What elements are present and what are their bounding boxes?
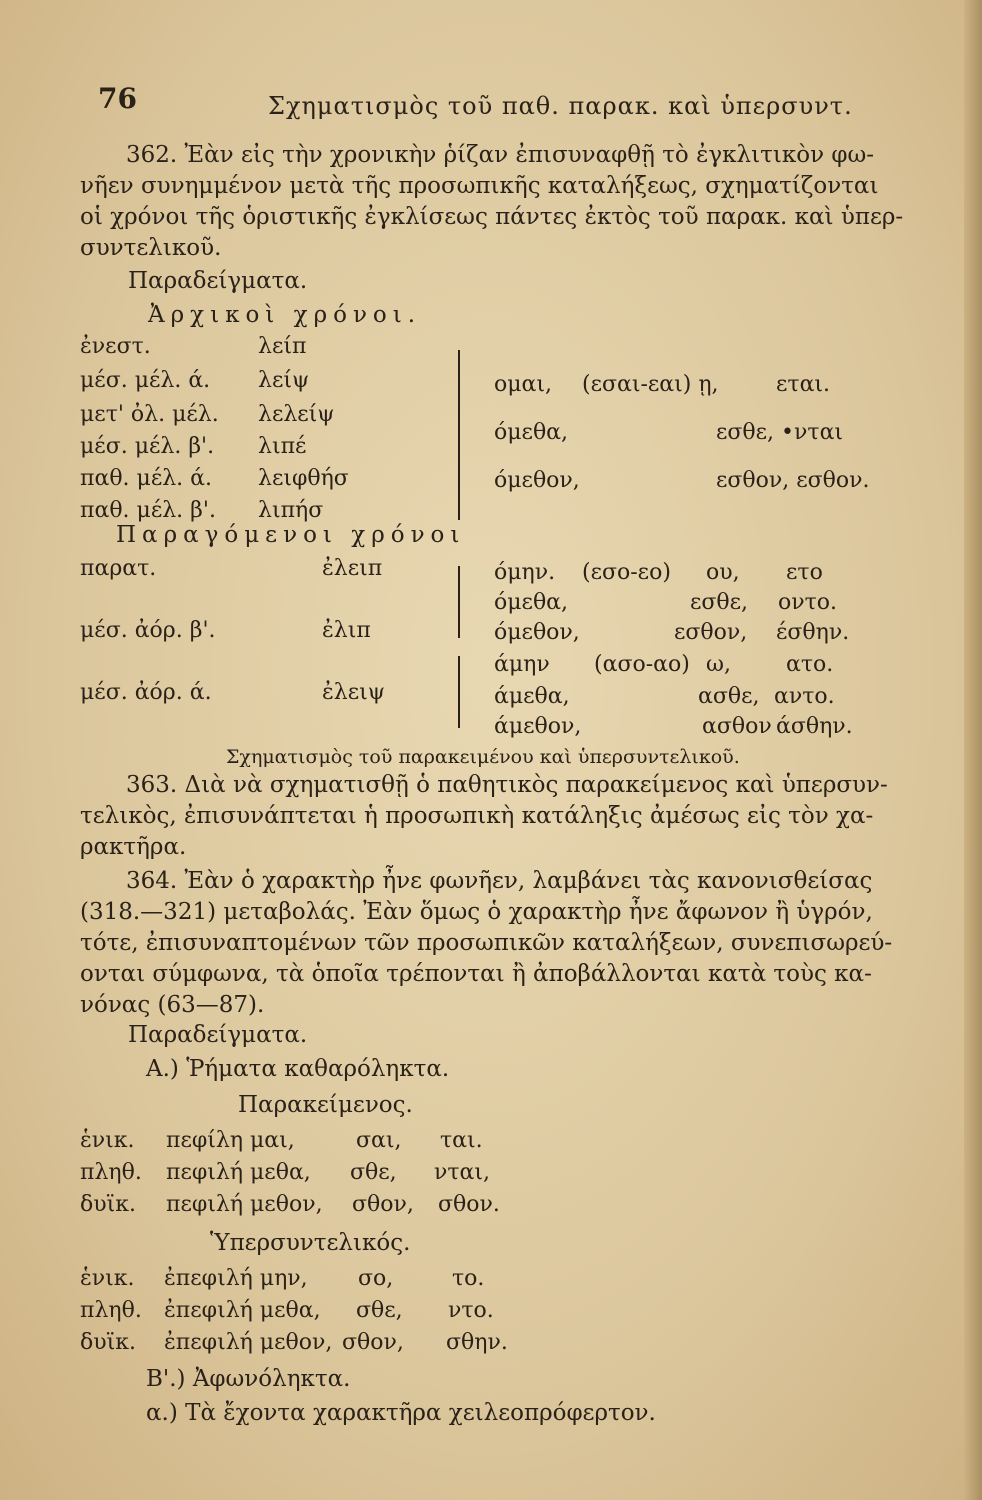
- tense-label: ἐνεστ.: [80, 334, 151, 359]
- verb-ending: σθην.: [446, 1330, 508, 1355]
- tense-stem: λελείψ: [258, 402, 335, 427]
- brace: [458, 350, 460, 520]
- ending: αντο.: [774, 684, 835, 709]
- tense-stem: λειφθήσ: [258, 466, 349, 491]
- tense-label: μέσ. ἀόρ. ά.: [80, 680, 212, 705]
- number-label: πληθ.: [80, 1298, 142, 1323]
- tense-label: παρατ.: [80, 556, 157, 581]
- verb-ending: σθον.: [438, 1192, 500, 1217]
- tense-stem: ἐλιπ: [322, 618, 371, 643]
- ending: ομαι,: [494, 372, 553, 397]
- number-label: δυϊκ.: [80, 1192, 136, 1217]
- ending: όμεθον,: [494, 620, 580, 645]
- ending: ου,: [706, 560, 740, 585]
- ending: όμην.: [494, 560, 556, 585]
- tense-stem: λείπ: [258, 334, 307, 359]
- brace: [458, 656, 460, 728]
- ending: εσθε,: [690, 590, 749, 615]
- text-line: 362. Ἐὰν εἰς τὴν χρονικὴν ῥίζαν ἐπισυναφθῇ τὸ ἐγκλιτικὸν φω-: [126, 142, 875, 168]
- text-line: οἱ χρόνοι τῆς ὁριστικῆς ἐγκλίσεως πάντες ἐκτὸς τοῦ παρακ. καὶ ὑπερ-: [80, 204, 904, 230]
- number-label: ἑνικ.: [80, 1266, 135, 1291]
- ending: ασθε,: [698, 684, 760, 709]
- verb-form: ἐπεφιλή μεθα,: [164, 1298, 321, 1323]
- number-label: πληθ.: [80, 1160, 142, 1185]
- ending: όμεθον,: [494, 468, 580, 493]
- ending: οντο.: [778, 590, 838, 615]
- running-header: Σχηματισμὸς τοῦ παθ. παρακ. καὶ ὑπερσυντ.: [268, 92, 853, 120]
- primary-tenses-heading: Ἀρχικοὶ χρόνοι.: [148, 302, 422, 328]
- ending: ατο.: [786, 652, 834, 677]
- verb-form: πεφίλη μαι,: [166, 1128, 295, 1153]
- text-line: 364. Ἐὰν ὁ χαρακτὴρ ἦνε φωνῆεν, λαμβάνει τὰς κανονισθείσας: [126, 868, 873, 894]
- examples-heading: Παραδείγματα.: [128, 1022, 308, 1048]
- section-b-heading: Β'.) Ἀφωνόληκτα.: [146, 1366, 351, 1392]
- number-label: δυϊκ.: [80, 1330, 136, 1355]
- paragraph-362: [80, 140, 902, 264]
- text-line: τότε, ἐπισυναπτομένων τῶν προσωπικῶν καταλήξεων, συνεπισωρεύ-: [80, 930, 893, 956]
- text-line: ρακτῆρα.: [80, 834, 187, 860]
- ending: όμεθα,: [494, 590, 569, 615]
- verb-ending: σθε,: [350, 1160, 397, 1185]
- ending: ετο: [786, 560, 823, 585]
- verb-ending: σθον,: [352, 1192, 414, 1217]
- ending: άσθην.: [776, 714, 853, 739]
- tense-stem: ἐλειψ: [322, 680, 386, 705]
- perfect-heading: Παρακείμενος.: [238, 1092, 413, 1118]
- ending: (ασο-αο): [594, 652, 690, 677]
- text-line: τελικὸς, ἐπισυνάπτεται ἡ προσωπικὴ κατάληξις ἀμέσως εἰς τὸν χα-: [80, 803, 874, 829]
- verb-form: πεφιλή μεθον,: [166, 1192, 323, 1217]
- subsection-a-heading: α.) Τὰ ἔχοντα χαρακτῆρα χειλεοπρόφερτον.: [146, 1400, 656, 1426]
- ending: εσθον,: [674, 620, 748, 645]
- verb-ending: σαι,: [356, 1128, 402, 1153]
- text-line: 363. Διὰ νὰ σχηματισθῇ ὁ παθητικὸς παρακείμενος καὶ ὑπερσυν-: [126, 772, 888, 798]
- tense-stem: λείψ: [258, 368, 310, 393]
- verb-ending: ντο.: [448, 1298, 494, 1323]
- tense-label: παθ. μέλ. β'.: [80, 498, 216, 523]
- verb-ending: το.: [452, 1266, 485, 1291]
- brace: [458, 566, 460, 638]
- ending: εσθον, εσθον.: [716, 468, 870, 493]
- paragraph-364: [80, 866, 902, 1021]
- text-line: νόνας (63—87).: [80, 992, 265, 1018]
- page-edge: [964, 0, 982, 1500]
- ending: εται.: [776, 372, 831, 397]
- verb-ending: νται,: [434, 1160, 491, 1185]
- page-number: 76: [98, 82, 137, 115]
- verb-ending: σο,: [358, 1266, 394, 1291]
- examples-heading: Παραδείγματα.: [128, 268, 308, 294]
- ending: ασθον: [702, 714, 772, 739]
- pluperfect-heading: Ὑπερσυντελικός.: [210, 1230, 411, 1256]
- ending: άμεθα,: [494, 684, 570, 709]
- tense-label: μέσ. ἀόρ. β'.: [80, 618, 216, 643]
- text-line: (318.—321) μεταβολάς. Ἐὰν ὅμως ὁ χαρακτὴρ ἦνε ἄφωνον ἢ ὑγρόν,: [80, 899, 873, 925]
- verb-ending: σθον,: [342, 1330, 404, 1355]
- ending: άμην: [494, 652, 550, 677]
- ending: (εσαι-εαι) ῃ,: [582, 372, 719, 397]
- verb-ending: σθε,: [356, 1298, 403, 1323]
- ending: (εσο-εο): [582, 560, 671, 585]
- ending: εσθε, •νται: [716, 420, 844, 445]
- ending: όμεθα,: [494, 420, 569, 445]
- derived-tenses-heading: Παραγόμενοι χρόνοι: [116, 522, 466, 548]
- verb-form: ἐπεφιλή μεθον,: [164, 1330, 333, 1355]
- text-line: συντελικοῦ.: [80, 235, 222, 261]
- tense-label: παθ. μέλ. ά.: [80, 466, 213, 491]
- ending: ω,: [706, 652, 731, 677]
- number-label: ἑνικ.: [80, 1128, 135, 1153]
- text-line: ονται σύμφωνα, τὰ ὁποῖα τρέπονται ἢ ἀποβάλλονται κατὰ τοὺς κα-: [80, 961, 872, 987]
- tense-stem: λιπέ: [258, 434, 307, 459]
- verb-form: ἐπεφιλή μην,: [164, 1266, 308, 1291]
- tense-label: μέσ. μέλ. β'.: [80, 434, 215, 459]
- paragraph-363: [80, 770, 902, 863]
- verb-ending: ται.: [440, 1128, 483, 1153]
- ending: άμεθον,: [494, 714, 582, 739]
- section-a-heading: Α.) Ῥήματα καθαρόληκτα.: [146, 1056, 450, 1082]
- tense-label: μετ' ὀλ. μέλ.: [80, 402, 219, 427]
- tense-stem: λιπήσ: [258, 498, 324, 523]
- ending: έσθην.: [776, 620, 850, 645]
- tense-label: μέσ. μέλ. ά.: [80, 368, 211, 393]
- tense-stem: ἐλειπ: [322, 556, 383, 581]
- section-heading: Σχηματισμὸς τοῦ παρακειμένου καὶ ὑπερσυντελικοῦ.: [226, 746, 740, 768]
- text-line: νῆεν συνημμένον μετὰ τῆς προσωπικῆς καταλήξεως, σχηματίζονται: [80, 173, 879, 199]
- verb-form: πεφιλή μεθα,: [166, 1160, 311, 1185]
